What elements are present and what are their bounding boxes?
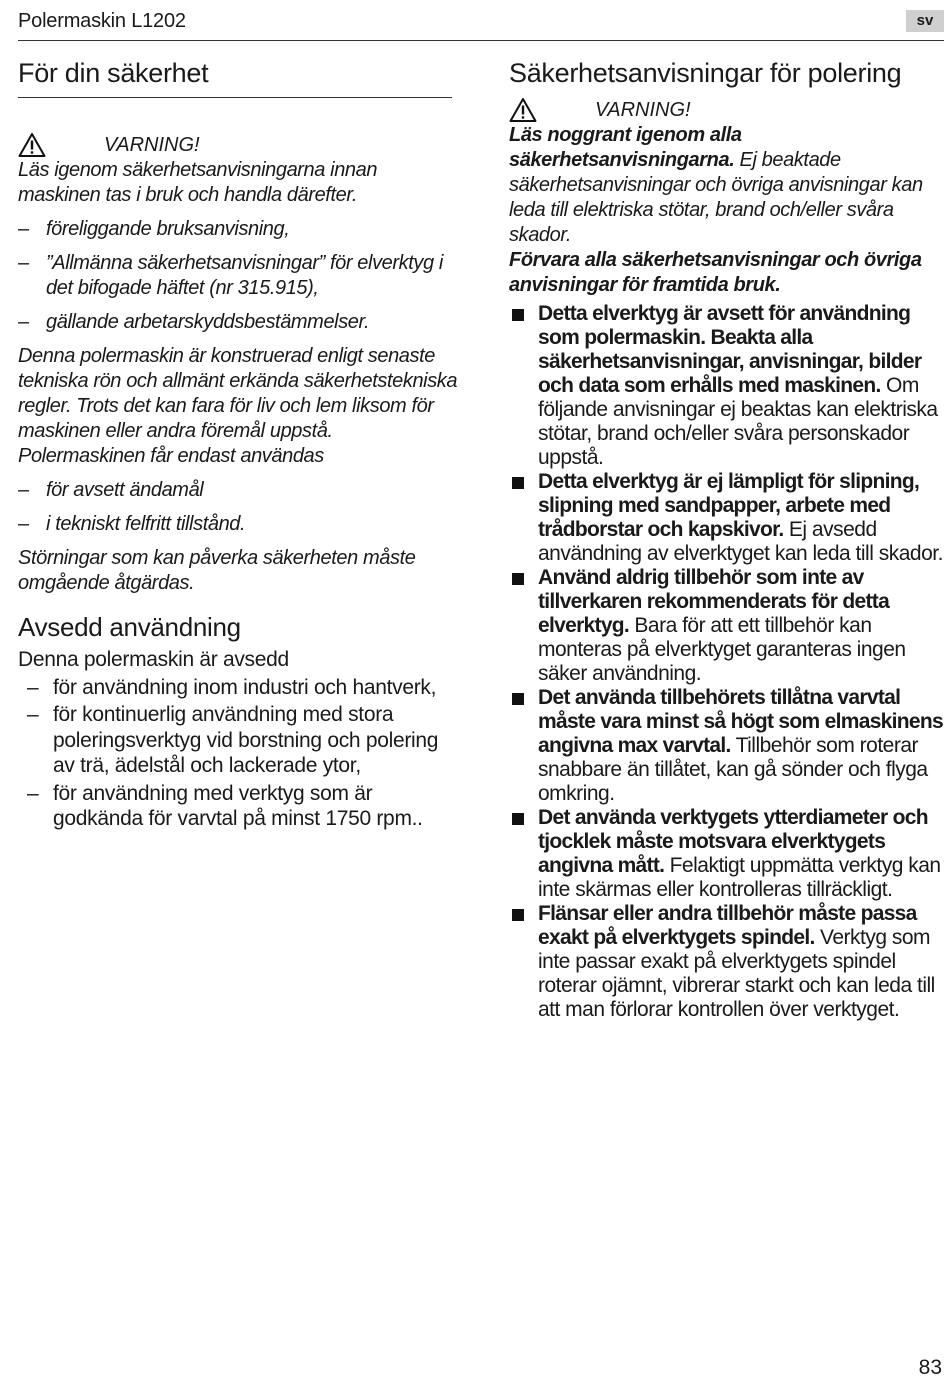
list-item: Använd aldrig tillbehör som inte av tillverkaren rekommenderats för detta elverktyg. Bara för att ett tillbehör kan monteras på elverktyget garanteras ingen säker användning.: [509, 566, 945, 686]
left-column: [18, 58, 458, 834]
list-item: – för användning med verktyg som är godkända för varvtal på minst 1750 rpm..: [27, 781, 423, 830]
safety-heading-block: [18, 58, 452, 98]
list-item: – för avsett ändamål: [18, 479, 204, 501]
list-item: – gällande arbetarskyddsbestämmelser.: [18, 311, 370, 333]
bullet-square-icon: [512, 309, 524, 321]
faults-text: Störningar som kan påverka säkerheten måste omgående åtgärdas.: [18, 547, 416, 594]
bullet-square-icon: [512, 693, 524, 705]
bullet-square-icon: [512, 573, 524, 585]
language-badge: sv: [906, 10, 944, 32]
header-title: Polermaskin L1202: [18, 10, 186, 32]
list-item: – för kontinuerlig användning med stora poleringsverktyg vid borstning och polering av trä, ädelstål och lackerade ytor,: [27, 703, 439, 777]
list-item: – i tekniskt felfritt tillstånd.: [18, 513, 246, 535]
bullet-square-icon: [512, 813, 524, 825]
bullet-square-icon: [512, 909, 524, 921]
read-instructions: Läs noggrant igenom alla säkerhetsanvisningarna. Ej beaktade säkerhetsanvisningar och övriga anvisningar kan leda till elektriska stötar, brand och/eller svåra skador.: [509, 124, 923, 246]
conditions-list: [18, 478, 458, 537]
warning-block: [509, 97, 945, 123]
keep-instructions: Förvara alla säkerhetsanvisningar och övriga anvisningar för framtida bruk.: [509, 249, 922, 296]
intended-use-list: [18, 675, 458, 832]
polishing-safety-heading: Säkerhetsanvisningar för polering: [509, 58, 902, 88]
list-item: Det använda tillbehörets tillåtna varvtal måste vara minst så högt som elmaskinens angivna max varvtal. Tillbehör som roterar snabbare än tillåtet, kan gå sönder och flyga omkring.: [509, 686, 945, 806]
intended-use-heading: Avsedd användning: [18, 612, 241, 642]
list-item: Detta elverktyg är avsett för användning som polermaskin. Beakta alla säkerhetsanvisningar, anvisningar, bilder och data som erhålls med maskinen. Om följande anvisningar ej beaktas kan elektriska stötar, brand och/eller svåra personskador uppstå.: [509, 302, 945, 470]
warning-triangle-icon: [509, 97, 537, 123]
right-column: [509, 58, 945, 1022]
warning-intro: Läs igenom säkerhetsanvisningarna innan maskinen tas i bruk och handla därefter.: [18, 159, 378, 206]
docs-list: [18, 217, 458, 335]
warning-block: [18, 132, 458, 158]
intended-use-intro: Denna polermaskin är avsedd: [18, 648, 289, 671]
safety-items-list: [509, 302, 945, 1022]
warning-label: VARNING!: [104, 133, 200, 156]
list-item: Flänsar eller andra tillbehör måste passa exakt på elverktygets spindel. Verktyg som inte passar exakt på elverktygets spindel roterar ojämnt, vibrerar starkt och kan leda till att man förlorar kontrollen över verktyget.: [509, 902, 945, 1022]
warning-triangle-icon: [18, 132, 46, 158]
warning-label: VARNING!: [595, 98, 691, 121]
page-number: 83: [918, 1356, 942, 1379]
construction-text: Denna polermaskin är konstruerad enligt senaste tekniska rön och allmänt erkända säkerhetstekniska regler. Trots det kan fara för liv och lem liksom för maskinen eller andra föremål uppstå. Polermaskinen får endast användas: [18, 345, 458, 467]
list-item: Det använda verktygets ytterdiameter och tjocklek måste motsvara elverktygets angivna mått. Felaktigt uppmätta verktyg kan inte skärmas eller kontrolleras tillräckligt.: [509, 806, 945, 902]
list-item: – föreliggande bruksanvisning,: [18, 218, 290, 240]
bullet-square-icon: [512, 477, 524, 489]
list-item: – för användning inom industri och hantverk,: [27, 675, 437, 699]
list-item: Detta elverktyg är ej lämpligt för slipning, slipning med sandpapper, arbete med trådborstar och kapskivor. Ej avsedd användning av elverktyget kan leda till skador.: [509, 470, 945, 566]
list-item: – ”Allmänna säkerhetsanvisningar” för elverktyg i det bifogade häftet (nr 315.915),: [18, 252, 443, 299]
safety-heading: För din säkerhet: [18, 58, 209, 88]
page-header: [18, 10, 944, 41]
